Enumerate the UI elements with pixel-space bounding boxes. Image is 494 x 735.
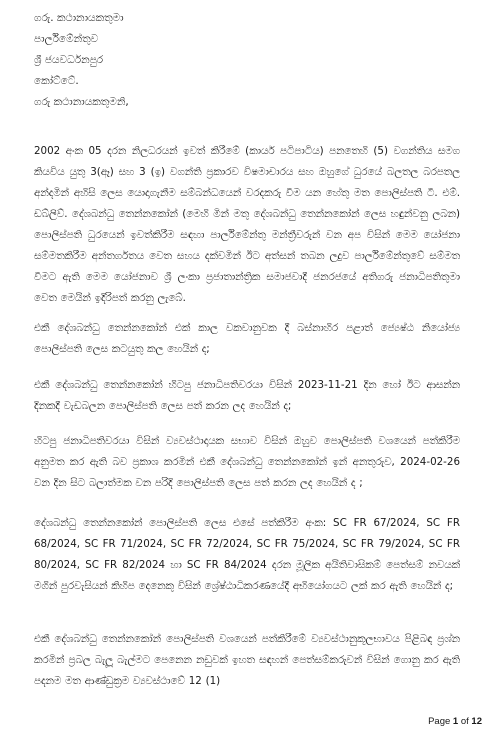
paragraph-motion-intro: 2002 අංක 05 දරන නිලධරයන් ඉවත් කිරීමේ (කාර්ය පටිපාටිය) පනතෙහි (5) වගන්තිය සමග කියවිය යුතු 3(ඈ) සහ 3 (ඉ) වගන්ති ප්‍රකාරව විෂමාචාරය සහ ඔහුගේ ධුරයේ බලතල බරපතල අන්දමින් අහිසි ලෙස යොදාගැනීම සම්බන්ධයෙන් වරදකරු වීම යන හේතු මත පොලිස්පති ටී. එම්. ඩබ්ලිව්. දේශබන්ධු තෙන්නකෝන් (මෙහි මින් මතු දේශබන්ධු තෙන්නකෝන් ලෙස හඳුන්වනු ලබන) පොලිස්පති ධුරයෙන් ඉවත්කිරීම සඳහා පාර්ලිමේන්තු මන්ත්‍රීවරුන් වන අප විසින් මෙම යෝජනා සම්මතකිරීම අන්තර්ගතය වෙත සහය දක්වමින් ඊට අත්සන් තබන ලදුව පාර්ලිමේන්තුවේ සම්මත වීමට ඇති මෙම යෝජනාව ශ්‍රී ලංකා ප්‍රජාතාන්ත්‍රික සමාජවාදී ජනරජයේ අතිගරු ජනාධිපතිතුමා වෙත මෙයින් ඉදිරිපත් කරනු ලැබේ. bbox=[34, 145, 460, 304]
address-line-parliament: පාර්ලිමේන්තුව bbox=[34, 33, 99, 45]
of-word: of bbox=[460, 716, 469, 727]
recipient-address bbox=[34, 8, 129, 113]
paragraph-constitutionality: එකී දේශබන්ධු තෙන්නකෝන් පොලිස්පති වශයෙන් පත්කිරීමේ ව්‍යවස්ථානුකූලභාවය පිළිබඳ ප්‍රශ්න කරමින් ප්‍රබල බැලූ බැල්මට පෙනෙන නඩුවක් ඉහත සඳහන් පෙත්සම්කරුවන් විසින් ගොනු කර ඇති පදනම මත ආණ්ඩුක්‍රම ව්‍යවස්ථාවේ 12 (1) bbox=[34, 633, 460, 687]
page-word: Page bbox=[428, 716, 451, 727]
salutation: ගරු කථානායකතුමනි, bbox=[34, 96, 129, 108]
paragraph-acting-igp: එකී දේශබන්ධු තෙන්නකෝන් හිටපු ජනාධිපතිවරයා විසින් 2023-11-21 දින හෝ ඊට ආසන්න දිනකදී වැඩබලන පොලිස්පති ලෙස පත් කරන ලද හෙයින් ද; bbox=[34, 379, 460, 412]
address-line-city: ශ්‍රී ජයවර්ධනපුර bbox=[34, 54, 104, 66]
current-page-number: 1 bbox=[452, 716, 459, 727]
paragraph-senior-dig: එකී දේශබන්ධු තෙන්නකෝන් එක් කාල වකවානුවක දී බස්නාහිර පළාත් ජ්‍යෙෂ්ඨ නියෝජ්‍ය පොලිස්පති ලෙස කටයුතු කල හෙයින් ද; bbox=[34, 322, 460, 355]
total-pages-number: 12 bbox=[471, 716, 482, 727]
page-number-footer bbox=[428, 716, 482, 727]
address-line-speaker: ගරු. කථානායකතුමා bbox=[34, 12, 124, 24]
paragraph-fr-petitions: දේශබන්ධු තෙන්නකෝන් පොලිස්පති ලෙස එසේ පත්කිරීම අංක: SC FR 67/2024, SC FR 68/2024, SC FR 71/2024, SC FR 72/2024, SC FR 75/2024, SC FR 79/2024, SC FR 80/2024, SC FR 82/2024 හා SC FR 84/2024 දරන මූලික අයිතිවාසිකම් පෙත්සම් නවයක් මගින් පුරවැසියන් කිහිප දෙනෙකු විසින් ශ්‍රේෂ්ඨාධිකරණයේදී අභියෝගයට ලක් කර ඇති හෙයින් ද; bbox=[34, 517, 460, 592]
address-line-kotte: කෝට්ටේ. bbox=[34, 75, 79, 87]
paragraph-appointment: හිටපු ජනාධිපතිවරයා විසින් ව්‍යවස්ථාදායක සභාව විසින් ඔහුව පොලිස්පති වශයෙන් පත්කිරීම අනුමත කර ඇති බව ප්‍රකාශ කරමින් එකී දේශබන්ධු තෙන්නකෝන් ඉන් අනතුරුව, 2024-02-26 වන දින සිට බලාත්මක වන පරිදි පොලිස්පති ලෙස පත් කරන ලද හෙයින් ද ; bbox=[34, 435, 460, 489]
